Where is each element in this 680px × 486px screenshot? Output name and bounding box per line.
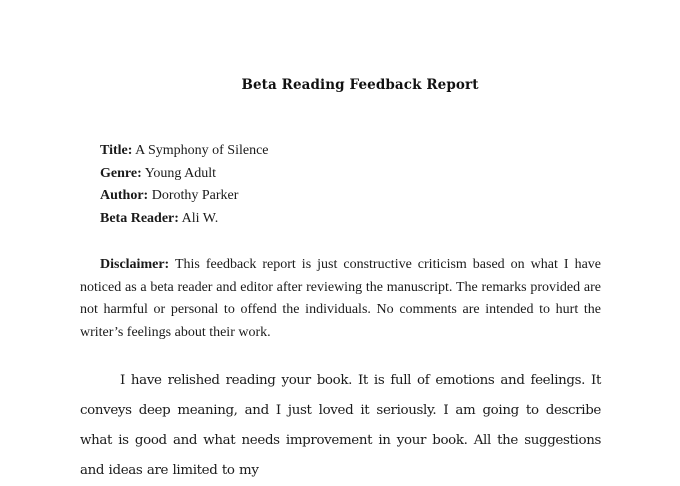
disclaimer-label: Disclaimer: — [100, 257, 170, 272]
disclaimer-text: This feedback report is just constructive criticism based on what I have noticed as a beta reader and editor after reviewing the manuscript. The remarks provided are not harmful or personal to offend the individuals. No comments are intended to hurt the writer’s feelings about their work. — [80, 257, 601, 341]
book-metadata — [100, 140, 269, 231]
metadata-title-row — [100, 140, 269, 163]
disclaimer-paragraph — [80, 254, 601, 345]
metadata-author-row — [100, 185, 269, 208]
metadata-beta-reader-label: Beta Reader: — [100, 211, 179, 227]
metadata-title-label: Title: — [100, 143, 133, 158]
metadata-beta-reader-value: Ali W. — [178, 211, 219, 227]
metadata-author-label: Author: — [100, 188, 149, 204]
body-paragraph: I have relished reading your book. It is full of emotions and feelings. It conveys deep meaning, and I just loved it seriously. I am going to describe what is good and what needs improvement in your book. All the suggestions and ideas are limited to my — [80, 373, 601, 478]
report-title: Beta Reading Feedback Report — [241, 77, 479, 93]
metadata-genre-value: Young Adult — [141, 165, 217, 181]
metadata-title-value: A Symphony of Silence — [132, 143, 269, 158]
metadata-genre-label: Genre: — [100, 165, 142, 181]
metadata-beta-reader-row — [100, 208, 269, 231]
metadata-author-value: Dorothy Parker — [148, 188, 239, 204]
metadata-genre-row — [100, 163, 269, 186]
